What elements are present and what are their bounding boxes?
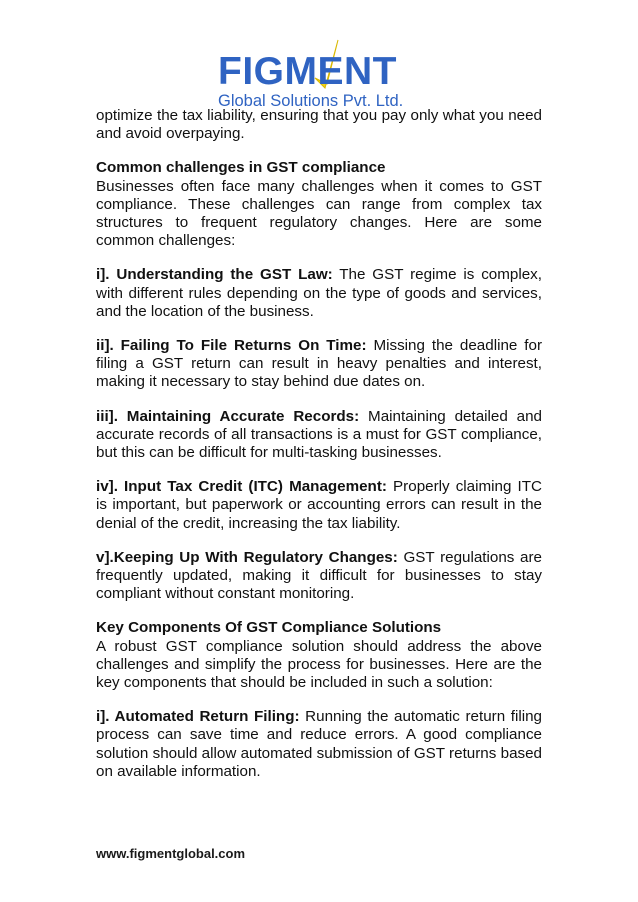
component-text: Running the automatic return filing process can save time and reduce errors. A good compliance solution should allow automated submission of GST returns based on available information. (96, 708, 543, 780)
challenge-text: Missing the deadline for filing a GST return can result in heavy penalties and interest, making it necessary to stay behind due dates on. (96, 337, 542, 391)
component-title: i]. Automated Return Filing: (96, 708, 300, 726)
challenge-title: iii]. Maintaining Accurate Records: (96, 407, 360, 425)
challenge-item (96, 408, 542, 463)
section-heading: Key Components Of GST Compliance Solutions (96, 619, 442, 637)
company-logo (215, 38, 425, 112)
challenge-item (96, 549, 542, 604)
challenge-text: Maintaining detailed and accurate records of all transactions is a must for GST compliance, but this can be difficult for multi-tasking businesses. (96, 407, 543, 462)
challenge-item (96, 266, 542, 321)
section-key-components (96, 619, 542, 692)
challenge-item (96, 478, 542, 533)
challenge-item (96, 337, 542, 392)
logo-wordmark: FIGMENT (218, 50, 397, 93)
challenge-text: The GST regime is complex, with different rules depending on the type of goods and services, and the location of the business. (96, 266, 542, 320)
component-item (96, 708, 542, 781)
challenge-text: GST regulations are frequently updated, making it difficult for businesses to stay compliant without constant monitoring. (96, 548, 542, 603)
challenge-title: ii]. Failing To File Returns On Time: (96, 337, 367, 355)
footer-website: www.figmentglobal.com (96, 846, 246, 861)
section-body: A robust GST compliance solution should address the above challenges and simplify the process for businesses. Here are the key components that should be included in such a solution: (96, 637, 542, 692)
challenge-title: v].Keeping Up With Regulatory Changes: (96, 548, 398, 566)
document-body (96, 107, 542, 797)
section-common-challenges (96, 159, 542, 250)
section-heading: Common challenges in GST compliance (96, 159, 386, 177)
challenge-title: i]. Understanding the GST Law: (96, 266, 333, 284)
challenge-text: Properly claiming ITC is important, but paperwork or accounting errors can result in the denial of the credit, increasing the tax liability. (96, 478, 542, 532)
challenge-title: iv]. Input Tax Credit (ITC) Management: (96, 478, 387, 496)
section-body: Businesses often face many challenges when it comes to GST compliance. These challenges can range from complex tax structures to frequent regulatory changes. Here are some common challenges: (96, 177, 542, 250)
intro-paragraph: optimize the tax liability, ensuring that you pay only what you need and avoid overpaying. (96, 107, 542, 143)
logo-subtitle: Global Solutions Pvt. Ltd. (218, 92, 404, 110)
